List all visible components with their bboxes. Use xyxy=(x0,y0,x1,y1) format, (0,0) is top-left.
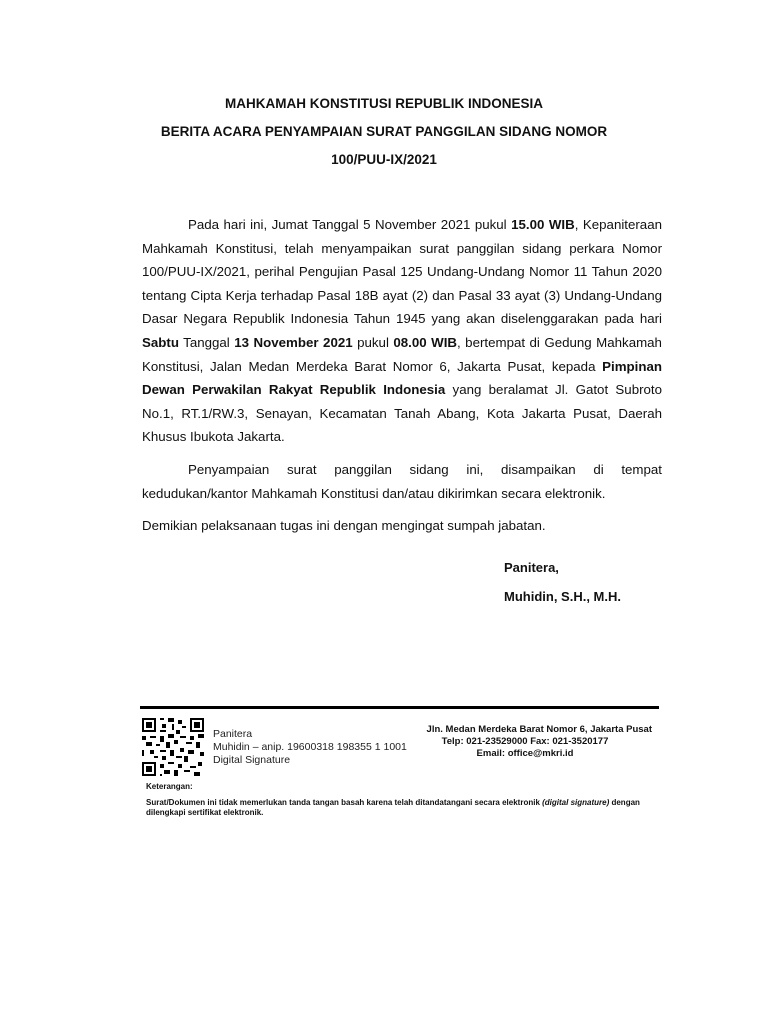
text-run: yang beralamat Jl. Gatot Subroto No.1, RT.1/RW.3, Senayan, Kecamatan Tanah Abang, Kota Jakarta Pusat, Daerah Khusus Ibukota Jakarta. xyxy=(142,382,662,445)
qr-code-icon xyxy=(142,718,204,776)
bold-recipient: Pimpinan Dewan Perwakilan Rakyat Republik Indonesia xyxy=(142,358,662,398)
paragraph-delivery: Penyampaian surat panggilan sidang ini, disampaikan di tempat kedudukan/kantor Mahkamah Konstitusi dan/atau dikirimkan secara elektronik. xyxy=(142,461,662,501)
paragraph-main xyxy=(142,213,662,449)
contact-email: Email: office@mkri.id xyxy=(476,748,574,759)
text-run: , Kepaniteraan Mahkamah Konstitusi, telah menyampaikan surat panggilan sidang perkara Nomor 100/PUU-IX/2021, perihal Pengujian Pasal 125 Undang-Undang Nomor 11 Tahun 2020 tentang Cipta Kerja terhadap Pasal 18B ayat (2) dan Pasal 33 ayat (3) Undang-Undang Dasar Negara Republik Indonesia Tahun 1945 yang akan diselenggarakan pada hari xyxy=(142,217,662,327)
signature-role: Panitera, xyxy=(504,560,559,575)
signer-role: Panitera xyxy=(213,728,253,740)
note-run: dengan dilengkapi sertifikat elektronik. xyxy=(146,798,640,817)
note-text xyxy=(146,798,666,818)
contact-info xyxy=(398,724,652,760)
document-heading: BERITA ACARA PENYAMPAIAN SURAT PANGGILAN SIDANG NOMOR xyxy=(160,124,608,139)
bold-time-2: 08.00 WIB xyxy=(393,334,457,350)
bold-day: Sabtu xyxy=(142,334,179,350)
bold-time: 15.00 WIB xyxy=(511,217,575,232)
document-title xyxy=(100,90,668,174)
text-run: , bertempat di Gedung Mahkamah Konstitusi, Jalan Medan Merdeka Barat Nomor 6, Jakarta Pusat, kepada xyxy=(142,334,662,374)
text-run: pukul xyxy=(352,334,394,350)
digital-signature-info xyxy=(213,728,407,767)
note-run: Surat/Dokumen ini tidak memerlukan tanda tangan basah karena telah ditandatangani secara elektronik xyxy=(146,798,543,807)
text-run: Tanggal xyxy=(178,334,235,350)
signer-name: Muhidin – anip. 19600318 198355 1 1001 xyxy=(213,741,407,753)
contact-phone: Telp: 021-23529000 Fax: 021-3520177 xyxy=(441,736,609,747)
paragraph-closing: Demikian pelaksanaan tugas ini dengan mengingat sumpah jabatan. xyxy=(142,518,546,534)
document-number: 100/PUU-IX/2021 xyxy=(331,152,437,167)
institution-name: MAHKAMAH KONSTITUSI REPUBLIK INDONESIA xyxy=(224,96,543,111)
footer-divider xyxy=(140,706,659,709)
contact-address: Jln. Medan Merdeka Barat Nomor 6, Jakarta Pusat xyxy=(426,724,652,735)
signature-name: Muhidin, S.H., M.H. xyxy=(504,589,621,604)
document-body xyxy=(142,213,662,547)
bold-date: 13 November 2021 xyxy=(234,334,353,350)
text-run: Pada hari ini, Jumat Tanggal 5 November 2021 pukul xyxy=(188,217,512,232)
note-label: Keterangan: xyxy=(146,782,193,791)
note-italic: (digital signature) xyxy=(542,798,610,807)
signature-type: Digital Signature xyxy=(213,754,291,766)
